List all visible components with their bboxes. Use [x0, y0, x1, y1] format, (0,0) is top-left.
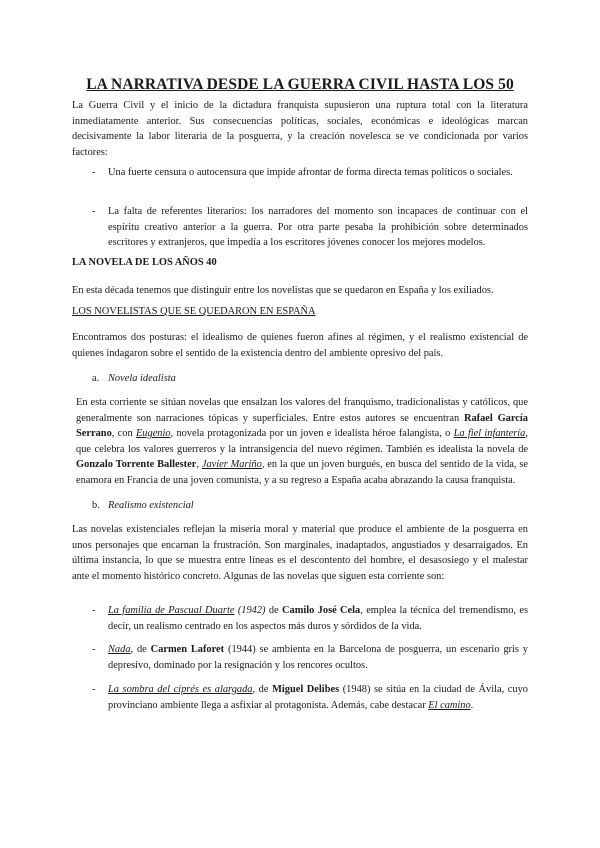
label-idealist-novel: Novela idealista — [108, 373, 176, 384]
author-laforet: Carmen Laforet — [150, 644, 225, 655]
novel-1-dash: - — [92, 605, 96, 616]
author-torrente-ballester: Gonzalo Torrente Ballester — [76, 459, 197, 470]
work-eugenio: Eugenio — [135, 428, 171, 439]
work-javier-marino: Javier Mariño — [201, 459, 262, 470]
novel-1-item: La familia de Pascual Duarte (1942) de Camilo José Cela, emplea la técnica del tremendismo, es decir, un realismo centrado en los aspectos más duros y sórdidos de la vida. — [108, 605, 528, 632]
work-nada: Nada — [108, 644, 131, 655]
section-heading-40s: LA NOVELA DE LOS AÑOS 40 — [72, 257, 217, 268]
subsection-heading-stayed: LOS NOVELISTAS QUE SE QUEDARON EN ESPAÑA — [72, 306, 316, 317]
work-pascual-duarte: La familia de Pascual Duarte — [108, 605, 235, 616]
page-title: LA NARRATIVA DESDE LA GUERRA CIVIL HASTA LOS 50 — [86, 76, 514, 93]
label-existential-realism: Realismo existencial — [108, 500, 194, 511]
stayed-paragraph: Encontramos dos posturas: el idealismo de quienes fueron afines al régimen, y el realismo existencial de quienes indagaron sobre el sentido de la existencia dentro del ambiente opresivo del país. — [72, 332, 528, 359]
work-el-camino: El camino — [428, 699, 471, 711]
section-40s-text: En esta década tenemos que distinguir entre los novelistas que se quedaron en España y los exiliados. — [72, 285, 494, 296]
novel-3-dash: - — [92, 684, 96, 695]
list-letter-b: b. — [92, 500, 100, 511]
existential-paragraph: Las novelas existenciales reflejan la miseria moral y material que produce el ambiente de la posguerra en unos personajes que encarnan la frustración. Son marginales, inadaptados, angustiados y desarraigados. En última instancia, lo que se muestra entre líneas es el descontento del hombre, el desasosiego y el malestar ante el momento histórico concreto. Algunas de las novelas que siguen esta corriente son: — [72, 524, 528, 582]
intro-paragraph: La Guerra Civil y el inicio de la dictadura franquista supusieron una ruptura total con la literatura inmediatamente anterior. Sus consecuencias políticas, sociales, económicas e ideológicas marcan decisivamente la labor literaria de la posguerra, y la creación novelesca se ve condicionada por varios factores: — [72, 100, 528, 158]
novel-3-item: La sombra del ciprés es alargada, de Miguel Delibes (1948) se sitúa en la ciudad de Ávila, cuyo provinciano ambiente llega a asfixiar al protagonista. Además, cabe destacar El camino. — [108, 684, 528, 711]
novel-2-dash: - — [92, 644, 96, 655]
factor-1-dash: - — [92, 167, 96, 178]
factor-2-text: La falta de referentes literarios: los narradores del momento son incapaces de continuar con el espíritu creativo anterior a la guerra. Por otra parte pesaba la prohibición sobre determinados escritores y extranjeros, que impedía a los escritores jóvenes conocer los mejores modelos. — [108, 206, 528, 248]
factor-2-dash: - — [92, 206, 96, 217]
idealism-paragraph: En esta corriente se sitúan novelas que ensalzan los valores del franquismo, tradicionalistas y católicos, que generalmente son narraciones tópicas y superficiales. Entre estos autores se encuentran Rafael García Serrano, con Eugenio, novela protagonizada por un joven e idealista héroe falangista, o La fiel infantería, que celebra los valores guerreros y la intransigencia del nuevo régimen. También es idealista la novela de Gonzalo Torrente Ballester, Javier Mariño, en la que un joven burgués, en busca del sentido de la vida, se enamora en Francia de una joven comunista, y a su regreso a España acaba abrazando la causa franquista. — [76, 397, 528, 486]
author-garcia-serrano: Rafael García Serrano — [76, 412, 528, 439]
author-delibes: Miguel Delibes — [272, 684, 340, 695]
list-letter-a: a. — [92, 373, 100, 384]
work-la-fiel-infanteria: La fiel infantería — [453, 428, 526, 439]
novel-2-item: Nada, de Carmen Laforet (1944) se ambienta en la Barcelona de posguerra, un escenario gris y depresivo, dominado por la resignación y los rencores ocultos. — [108, 644, 528, 671]
factor-1-text: Una fuerte censura o autocensura que impide afrontar de forma directa temas políticos o sociales. — [108, 167, 513, 178]
author-cela: Camilo José Cela — [282, 605, 361, 616]
work-la-sombra-del-cipres: La sombra del ciprés es alargada — [108, 684, 253, 695]
